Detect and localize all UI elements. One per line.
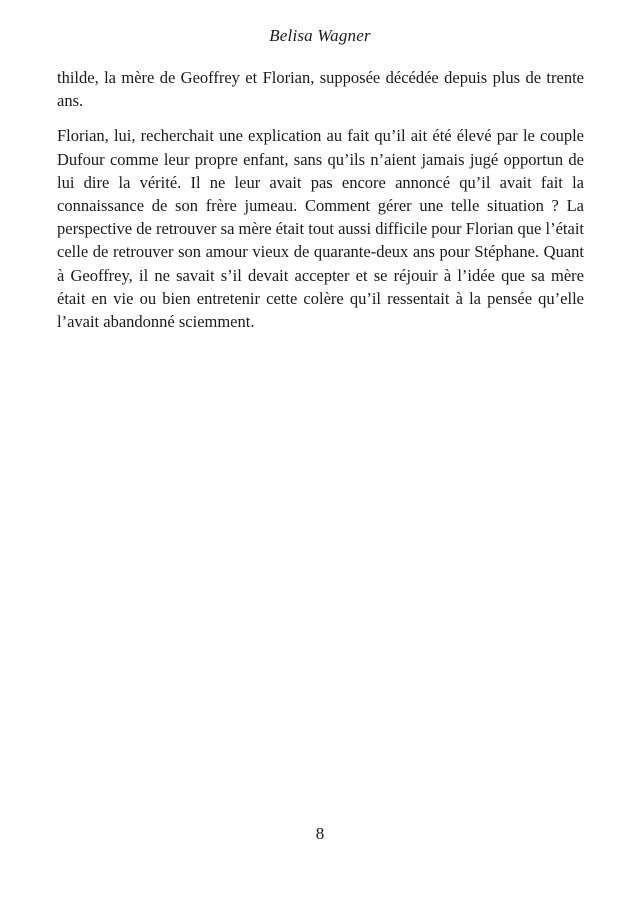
running-header-author: Belisa Wagner	[269, 26, 371, 45]
paragraph-continuation: thilde, la mère de Geoffrey et Florian, supposée décédée depuis plus de trente ans.	[57, 68, 584, 111]
page-body	[57, 66, 584, 345]
page-number: 8	[315, 824, 325, 843]
paragraph: Florian, lui, recherchait une explication au fait qu’il ait été élevé par le couple Dufour comme leur propre enfant, sans qu’ils n’aient jamais jugé opportun de lui dire la vérité. Il ne leur avait pas encore annoncé qu’il avait fait la connaissance de son frère jumeau. Comment gérer une telle situation ? La perspective de retrouver sa mère était tout aussi difficile pour Florian que l’était celle de retrouver son amour vieux de quarante-deux ans pour Stéphane. Quant à Geoffrey, il ne savait s’il devait accepter et se réjouir à l’idée que sa mère était en vie ou bien entretenir cette colère qu’il ressentait à la pensée qu’elle l’avait abandonné sciemment.	[57, 126, 584, 332]
